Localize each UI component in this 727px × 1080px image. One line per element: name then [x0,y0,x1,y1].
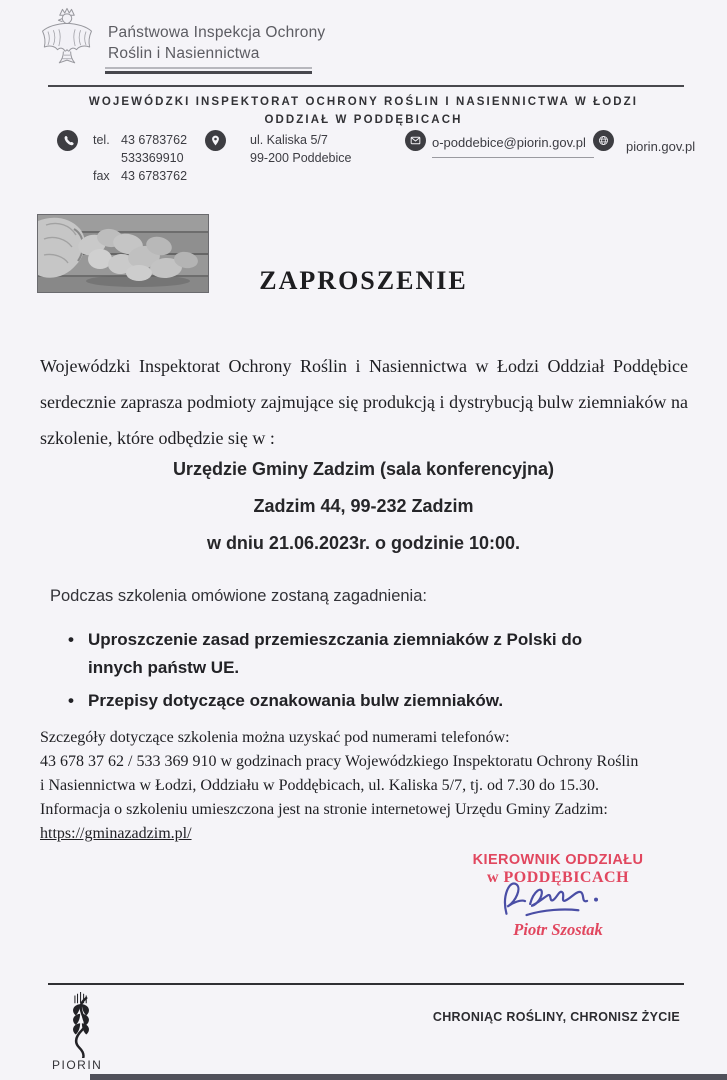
signed-name: Piotr Szostak [513,920,603,939]
email-address: o-poddebice@piorin.gov.pl [432,135,586,150]
fax-label: fax [93,169,110,183]
tel-number: 43 6783762 [121,133,188,147]
venue-line2: Zadzim 44, 99-232 Zadzim [253,496,474,516]
stamp-title-line1: KIEROWNIK ODDZIAŁU [472,852,644,868]
organization-name-line1: Państwowa Inspekcja Ochrony [108,24,326,41]
details-line: Szczegóły dotyczące szkolenia można uzyskać pod numerami telefonów: [40,729,510,746]
handwritten-signature [489,870,623,930]
fax-number: 43 6783762 [121,169,188,183]
piorin-wheat-snake-icon [58,992,104,1063]
agenda-item-text: Przepisy dotyczące oznakowania bulw ziemniaków. [88,691,504,710]
website-address: piorin.gov.pl [626,139,696,154]
organization-name [108,22,325,64]
letterhead-rule [48,85,684,87]
phone-icon [57,130,78,151]
divider-light [105,67,312,69]
tel-label: tel. [93,133,110,147]
bullet-icon: • [68,630,74,649]
details-line: i Nasiennictwa w Łodzi, Oddziału w Poddębicach, ul. Kaliska 5/7, tj. od 7.30 do 15.30. [40,777,600,794]
divider-dark [105,71,312,74]
email-underline [432,157,594,158]
footer-rule [48,983,684,985]
stamp-title-line2: w PODDĘBICACH [486,869,630,886]
venue-line3: w dniu 21.06.2023r. o godzinie 10:00. [206,533,521,553]
tel2-line [93,149,187,167]
globe-icon [593,130,614,151]
office-title-line2: ODDZIAŁ W PODDĘBICACH [264,114,463,126]
agenda-heading: Podczas szkolenia omówione zostaną zagadnienia: [50,587,427,605]
address-block [250,131,351,167]
polish-eagle-emblem-icon [38,6,96,68]
footer-slogan: CHRONIĄC ROŚLINY, CHRONISZ ŻYCIE [432,1010,680,1024]
document-title: ZAPROSZENIE [259,266,468,295]
details-paragraph [40,726,700,846]
list-item [68,626,588,682]
venue-line1: Urzędzie Gminy Zadzim (sala konferencyjna) [172,459,555,479]
piorin-logo-text: PIORIN [52,1058,103,1072]
details-line: Informacja o szkoleniu umieszczona jest na stronie internetowej Urzędu Gminy Zadzim: [40,801,608,818]
address-line1: ul. Kaliska 5/7 [250,133,328,147]
agenda-list [68,626,588,720]
office-title-line1: WOJEWÓDZKI INSPEKTORAT OCHRONY ROŚLIN I NASIENNICTWA W ŁODZI [88,96,639,108]
scan-edge-artifact [90,1074,727,1080]
gmina-zadzim-link[interactable]: https://gminazadzim.pl/ [40,825,192,842]
address-line2: 99-200 Poddebice [250,151,352,165]
details-line: 43 678 37 62 / 533 369 910 w godzinach pracy Wojewódzkiego Inspektoratu Ochrony Roślin [40,753,639,770]
tel-line [93,131,187,149]
signature-block [428,852,688,940]
fax-line [93,167,187,185]
list-item [68,687,588,715]
agenda-item-text: Uproszczenie zasad przemieszczania ziemniaków z Polski do innych państw UE. [88,630,583,677]
organization-name-line2: Roślin i Nasiennictwa [108,45,260,62]
bullet-icon: • [68,691,74,710]
intro-paragraph: Wojewódzki Inspektorat Ochrony Roślin i Nasiennictwa w Łodzi Oddział Poddębice serdecznie zaprasza podmioty zajmujące się produkcją i dystrybucją bulw ziemniaków na szkolenie, które odbędzie się w : [40,356,688,448]
email-icon [405,130,426,151]
location-pin-icon [205,130,226,151]
tel-number2: 533369910 [121,151,184,165]
phone-block [93,131,187,185]
